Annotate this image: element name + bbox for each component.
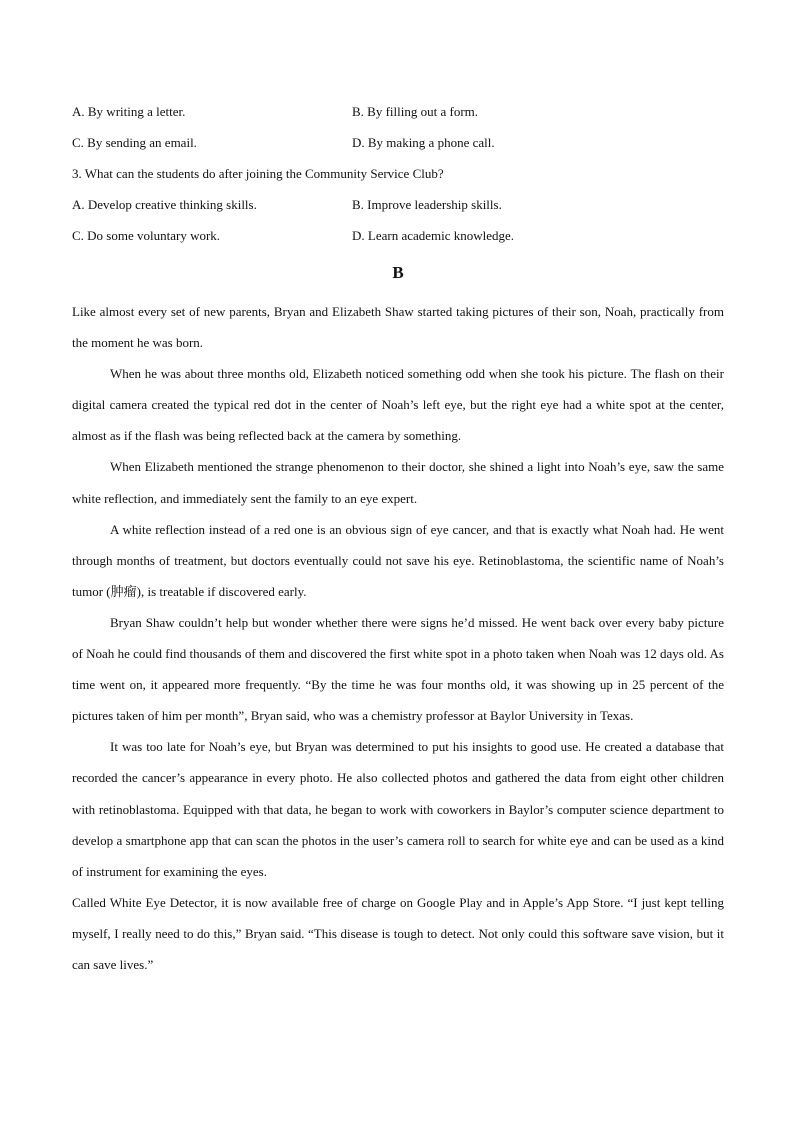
passage-paragraph-7: Called White Eye Detector, it is now available free of charge on Google Play and in Apple’s App Store. “I just kept telling myself, I really need to do this,” Bryan said. “This disease is tough to detect. Not only could this software save vision, but it can save lives.” xyxy=(72,894,724,972)
q2-option-d[interactable]: D. By making a phone call. xyxy=(352,135,495,150)
passage-paragraph-1: Like almost every set of new parents, Bryan and Elizabeth Shaw started taking pictures of their son, Noah, practically from the moment he was born. xyxy=(72,304,724,351)
q3-options-row-2 xyxy=(72,226,724,246)
question-3: 3. What can the students do after joining the Community Service Club? xyxy=(72,166,444,181)
passage-b xyxy=(72,296,724,980)
q3-options-row-1 xyxy=(72,195,724,215)
q3-option-d[interactable]: D. Learn academic knowledge. xyxy=(352,228,515,243)
section-b-title: B xyxy=(392,263,404,282)
q2-option-b[interactable]: B. By filling out a form. xyxy=(352,104,479,119)
q2-options-row-1 xyxy=(72,102,724,122)
passage-paragraph-2: When he was about three months old, Elizabeth noticed something odd when she took his picture. The flash on their digital camera created the typical red dot in the center of Noah’s left eye, but the right eye had a white spot at the center, almost as if the flash was being reflected back at the camera by something. xyxy=(72,366,724,444)
q3-option-a[interactable]: A. Develop creative thinking skills. xyxy=(72,197,257,212)
q2-options-row-2 xyxy=(72,133,724,153)
passage-paragraph-6: It was too late for Noah’s eye, but Bryan was determined to put his insights to good use. He created a database that recorded the cancer’s appearance in every photo. He also collected photos and gathered the data from eight other children with retinoblastoma. Equipped with that data, he began to work with coworkers in Baylor’s computer science department to develop a smartphone app that can scan the photos in the user’s camera roll to search for white eye and can be used as a kind of instrument for examining the eyes. xyxy=(72,739,724,879)
q2-option-c[interactable]: C. By sending an email. xyxy=(72,135,197,150)
passage-paragraph-3: When Elizabeth mentioned the strange phenomenon to their doctor, she shined a light into Noah’s eye, saw the same white reflection, and immediately sent the family to an eye expert. xyxy=(72,459,724,506)
q3-option-c[interactable]: C. Do some voluntary work. xyxy=(72,228,221,243)
passage-paragraph-5: Bryan Shaw couldn’t help but wonder whether there were signs he’d missed. He went back over every baby picture of Noah he could find thousands of them and discovered the first white spot in a photo taken when Noah was 12 days old. As time went on, it appeared more frequently. “By the time he was four months old, it was showing up in 25 percent of the pictures taken of him per month”, Bryan said, who was a chemistry professor at Baylor University in Texas. xyxy=(72,614,724,724)
q2-option-a[interactable]: A. By writing a letter. xyxy=(72,104,186,119)
passage-paragraph-4: A white reflection instead of a red one is an obvious sign of eye cancer, and that is exactly what Noah had. He went through months of treatment, but doctors eventually could not save his eye. Retinoblastoma, the scientific name of Noah’s tumor (肿瘤), is treatable if discovered early. xyxy=(72,521,724,599)
q3-option-b[interactable]: B. Improve leadership skills. xyxy=(352,197,502,212)
